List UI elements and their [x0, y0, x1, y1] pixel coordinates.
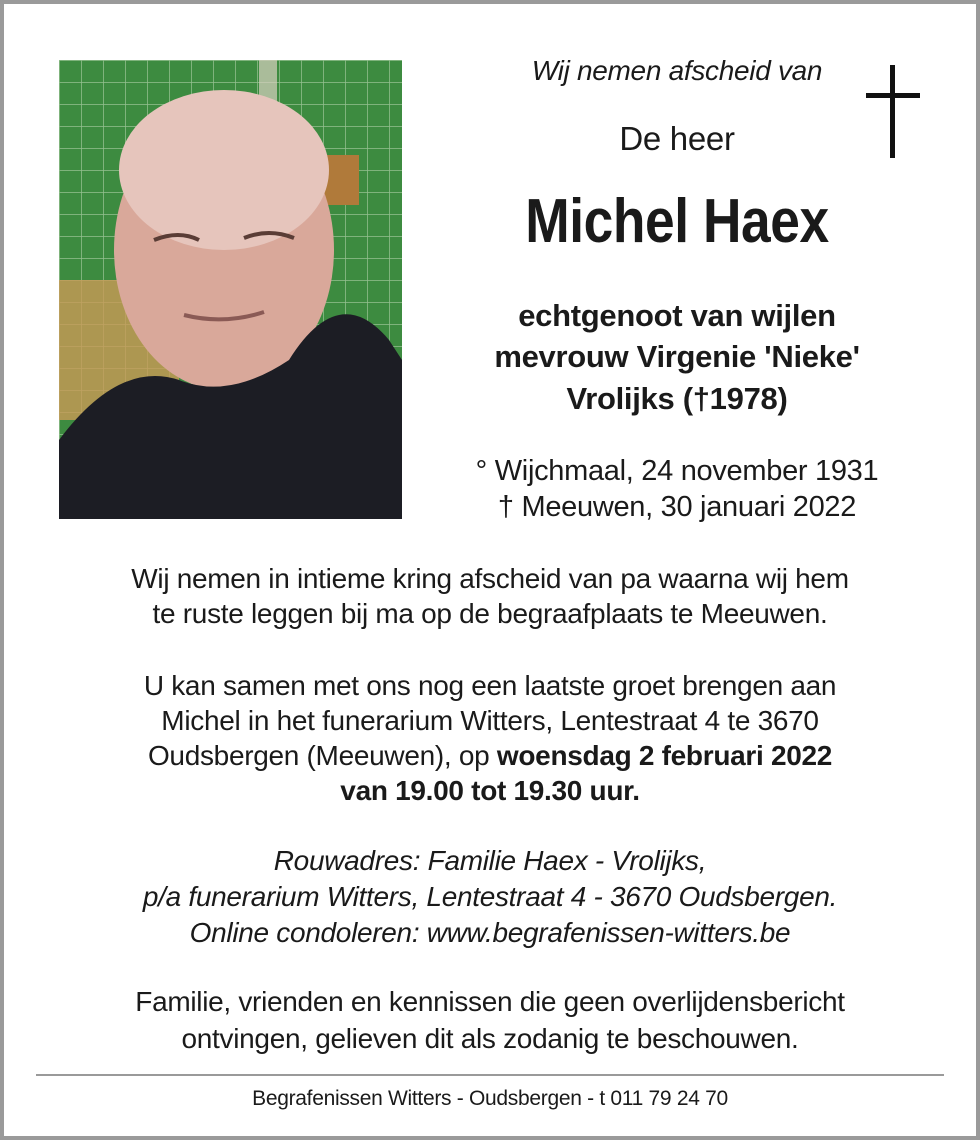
- spouse-line: mevrouw Virgenie 'Nieke': [494, 339, 860, 374]
- spouse-line: echtgenoot van wijlen: [518, 298, 836, 333]
- intro-text: Wij nemen afscheid van: [531, 55, 823, 86]
- address-line: p/a funerarium Witters, Lentestraat 4 - 3670 Oudsbergen.: [142, 881, 838, 912]
- paragraph-line: U kan samen met ons nog een laatste groet brengen aan: [143, 670, 837, 701]
- portrait-photo: [59, 60, 402, 519]
- cross-icon: [866, 65, 920, 158]
- visitation-time: van 19.00 tot 19.30 uur.: [340, 775, 640, 806]
- paragraph-line: Wij nemen in intieme kring afscheid van pa waarna wij hem: [131, 563, 849, 594]
- paragraph-line: Michel in het funerarium Witters, Lentestraat 4 te 3670: [161, 705, 819, 736]
- death-date: † Meeuwen, 30 januari 2022: [497, 491, 857, 523]
- paragraph-line: te ruste leggen bij ma op de begraafplaats te Meeuwen.: [152, 598, 828, 629]
- footer-text: Begrafenissen Witters - Oudsbergen - t 011 79 24 70: [252, 1087, 728, 1110]
- condolence-link[interactable]: Online condoleren: www.begrafenissen-witters.be: [189, 917, 791, 948]
- birth-date: ° Wijchmaal, 24 november 1931: [475, 455, 879, 487]
- paragraph-text: Oudsbergen (Meeuwen), op: [147, 740, 497, 771]
- paragraph-line: [340, 775, 639, 807]
- deceased-name: Michel Haex: [525, 187, 829, 256]
- paragraph-line: [148, 740, 832, 772]
- paragraph-line: Familie, vrienden en kennissen die geen overlijdensbericht: [135, 986, 845, 1017]
- address-line: Rouwadres: Familie Haex - Vrolijks,: [273, 845, 707, 876]
- spouse-line: Vrolijks (†1978): [566, 381, 788, 416]
- divider: [36, 1074, 944, 1076]
- visitation-date: woensdag 2 februari 2022: [496, 740, 833, 771]
- salutation: De heer: [619, 120, 735, 157]
- paragraph-line: ontvingen, gelieven dit als zodanig te beschouwen.: [181, 1023, 799, 1054]
